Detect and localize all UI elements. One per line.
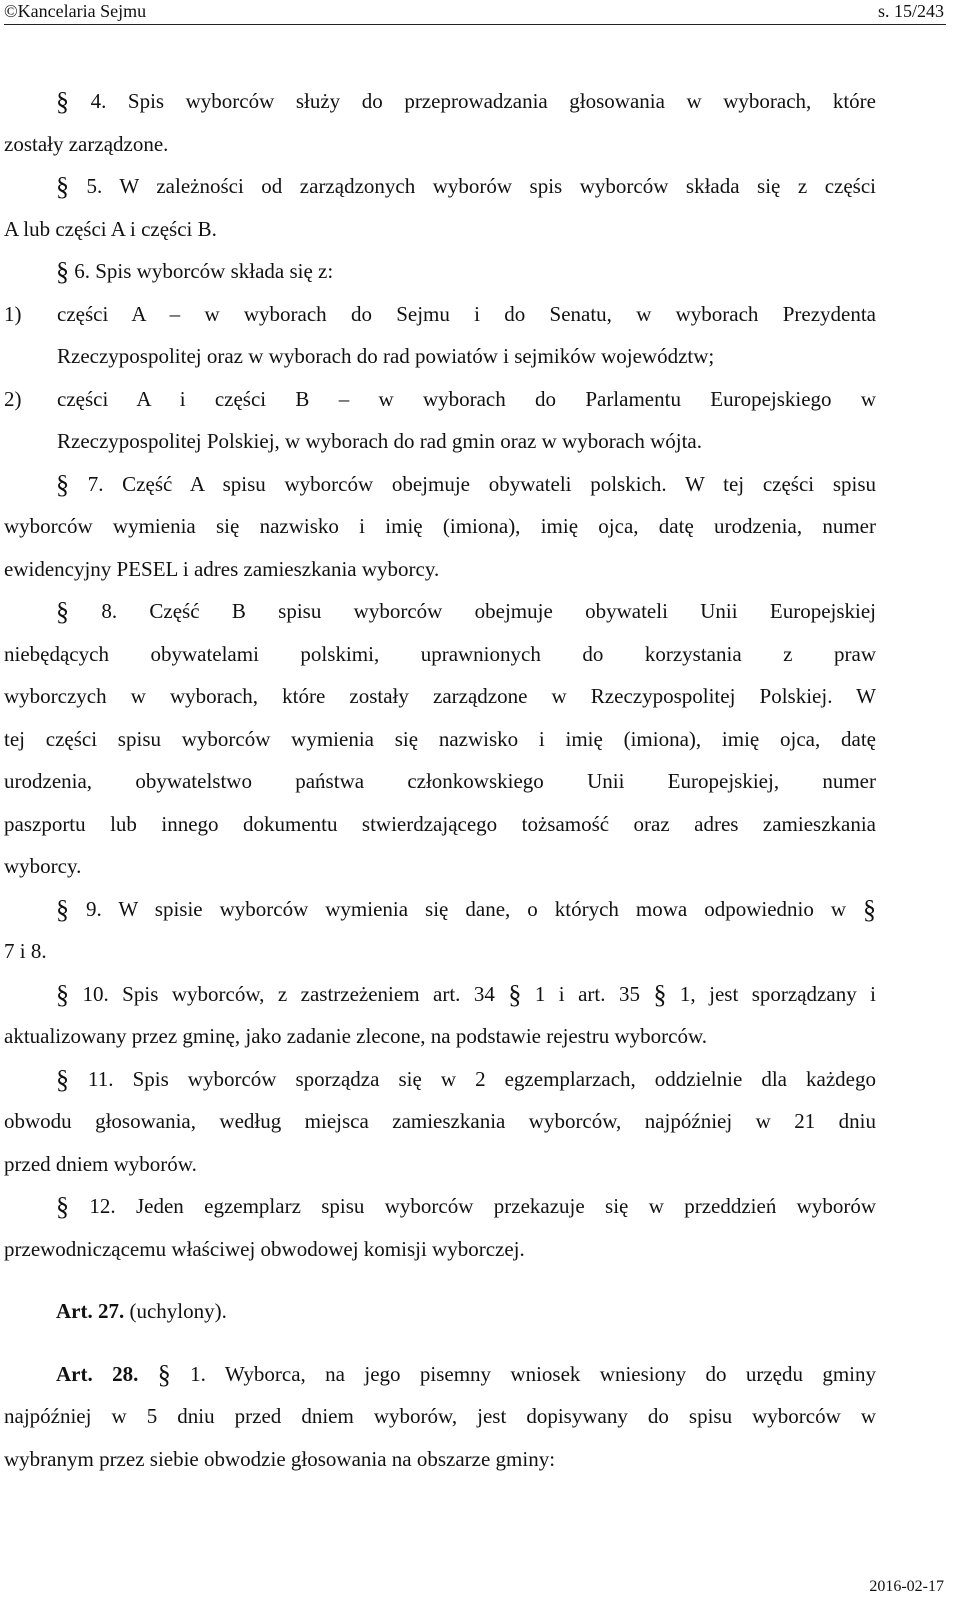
paragraph-7 bbox=[4, 463, 876, 591]
paragraph-text: 4. Spis wyborców służy do przeprowadzania głosowania w wyborach, które bbox=[90, 89, 877, 113]
paragraph-text: 1, jest sporządzany i bbox=[679, 981, 877, 1006]
header-source: ©Kancelaria Sejmu bbox=[4, 1, 147, 21]
article-text: najpóźniej w 5 dniu przed dniem wyborów, jest dopisywany do spisu wyborców w bbox=[4, 1404, 876, 1428]
article-28 bbox=[4, 1353, 876, 1481]
article-text: 1. Wyborca, na jego pisemny wniosek wniesiony do urzędu gminy bbox=[190, 1361, 877, 1386]
article-label: Art. 28. bbox=[56, 1361, 139, 1386]
section-sign-icon: § bbox=[56, 1192, 69, 1221]
list-item-number: 1) bbox=[4, 301, 22, 326]
section-sign-icon: § bbox=[56, 979, 69, 1009]
paragraph-8 bbox=[4, 590, 876, 888]
paragraph-6 bbox=[4, 250, 876, 463]
paragraph-text: 8. Część B spisu wyborców obejmuje obywateli Unii Europejskiej bbox=[101, 599, 877, 623]
paragraph-text: 9. W spisie wyborców wymienia się dane, o których mowa odpowiednio w bbox=[86, 896, 847, 921]
paragraph-text: aktualizowany przez gminę, jako zadanie zlecone, na podstawie rejestru wyborców. bbox=[4, 1024, 708, 1048]
paragraph-text: 5. W zależności od zarządzonych wyborów spis wyborców składa się z części bbox=[86, 174, 876, 198]
section-sign-icon: § bbox=[56, 257, 69, 286]
article-label: Art. 27. bbox=[56, 1299, 125, 1323]
article-text: wybranym przez siebie obwodzie głosowania na obszarze gminy: bbox=[4, 1446, 556, 1471]
paragraph-10 bbox=[4, 973, 876, 1058]
paragraph-text: 6. Spis wyborców składa się z: bbox=[74, 259, 334, 283]
paragraph-text: przewodniczącemu właściwej obwodowej komisji wyborczej. bbox=[4, 1236, 525, 1261]
paragraph-text: wyborców wymienia się nazwisko i imię (imiona), imię ojca, datę urodzenia, numer bbox=[4, 514, 876, 538]
list-item bbox=[4, 293, 876, 336]
article-text: (uchylony). bbox=[129, 1299, 227, 1323]
list-item-number: 2) bbox=[4, 386, 22, 411]
paragraph-text: przed dniem wyborów. bbox=[4, 1151, 197, 1176]
list-item-continuation: Rzeczypospolitej oraz w wyborach do rad powiatów i sejmików województw; bbox=[57, 344, 715, 368]
section-sign-icon: § bbox=[56, 1064, 69, 1094]
paragraph-text: tej części spisu wyborców wymienia się nazwisko i imię (imiona), imię ojca, datę bbox=[4, 726, 876, 751]
article-27 bbox=[4, 1290, 876, 1333]
section-sign-icon: § bbox=[56, 597, 69, 626]
paragraph-text: 10. Spis wyborców, z zastrzeżeniem art. 34 bbox=[82, 981, 495, 1006]
paragraph-text: paszportu lub innego dokumentu stwierdzającego tożsamość oraz adres zamieszkania bbox=[4, 811, 876, 836]
page-header bbox=[0, 0, 960, 24]
paragraph-4 bbox=[4, 80, 876, 165]
paragraph-text: 1 i art. 35 bbox=[534, 981, 640, 1006]
paragraph-text: A lub części A i części B. bbox=[4, 216, 217, 241]
paragraph-text: 11. Spis wyborców sporządza się w 2 egzemplarzach, oddzielnie dla każdego bbox=[88, 1066, 876, 1091]
paragraph-12 bbox=[4, 1185, 876, 1270]
section-sign-icon: § bbox=[56, 87, 69, 116]
list-item-text: części A – w wyborach do Sejmu i do Senatu, w wyborach Prezydenta bbox=[57, 301, 876, 326]
paragraph-text: 7 i 8. bbox=[4, 939, 47, 963]
paragraph-text: ewidencyjny PESEL i adres zamieszkania wyborcy. bbox=[4, 556, 440, 581]
paragraph-text: 7. Część A spisu wyborców obejmuje obywateli polskich. W tej części spisu bbox=[87, 471, 877, 496]
paragraph-9 bbox=[4, 888, 876, 973]
section-sign-icon: § bbox=[157, 1359, 171, 1389]
section-sign-icon: § bbox=[56, 469, 69, 499]
paragraph-text: niebędących obywatelami polskimi, uprawnionych do korzystania z praw bbox=[4, 641, 876, 666]
section-sign-icon: § bbox=[653, 979, 667, 1009]
section-sign-icon: § bbox=[863, 894, 877, 924]
section-sign-icon: § bbox=[56, 894, 69, 924]
paragraph-text: obwodu głosowania, według miejsca zamieszkania wyborców, najpóźniej w 21 dniu bbox=[4, 1109, 876, 1133]
section-sign-icon: § bbox=[56, 172, 69, 201]
paragraph-text: urodzenia, obywatelstwo państwa członkowskiego Unii Europejskiej, numer bbox=[4, 769, 876, 793]
list-item-continuation: Rzeczypospolitej Polskiej, w wyborach do rad gmin oraz w wyborach wójta. bbox=[57, 429, 703, 453]
paragraph-5 bbox=[4, 165, 876, 250]
paragraph-11 bbox=[4, 1058, 876, 1186]
paragraph-text: 12. Jeden egzemplarz spisu wyborców przekazuje się w przeddzień wyborów bbox=[89, 1194, 877, 1218]
paragraph-text: zostały zarządzone. bbox=[4, 131, 169, 156]
footer-date: 2016-02-17 bbox=[869, 1578, 944, 1595]
document-body bbox=[4, 80, 876, 1480]
list-item bbox=[4, 378, 876, 421]
header-page-number: s. 15/243 bbox=[877, 1, 944, 21]
paragraph-text: wyborczych w wyborach, które zostały zarządzone w Rzeczypospolitej Polskiej. W bbox=[4, 684, 876, 708]
section-sign-icon: § bbox=[508, 979, 522, 1009]
paragraph-text: wyborcy. bbox=[4, 854, 82, 878]
list-item-text: części A i części B – w wyborach do Parlamentu Europejskiego w bbox=[57, 386, 876, 411]
header-divider bbox=[4, 24, 946, 25]
